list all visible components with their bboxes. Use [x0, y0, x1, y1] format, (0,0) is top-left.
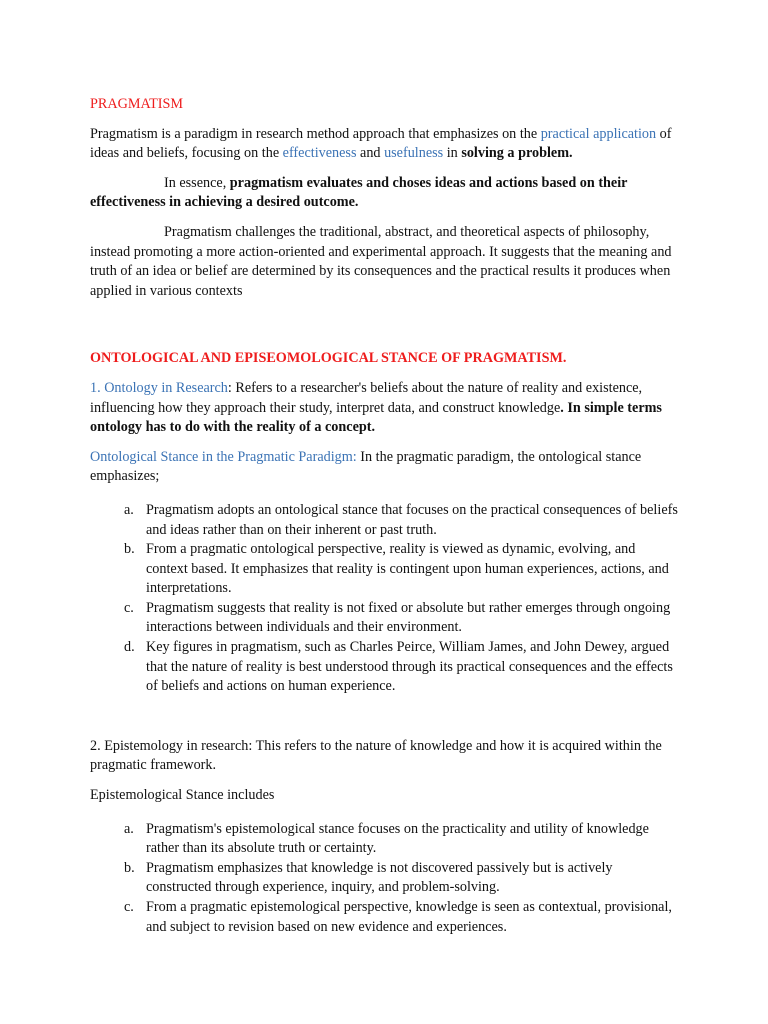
list-marker: c.	[124, 599, 134, 616]
list-marker: a.	[124, 820, 134, 837]
ontology-label: 1. Ontology in Research	[90, 379, 228, 396]
epistemological-stance-intro: Epistemological Stance includes	[90, 787, 275, 804]
in-essence-text: In essence,	[164, 174, 230, 191]
ontology-text: : Refers to a researcher's beliefs about the nature of reality and existence, influencing how they approach their study, interpret data, and construct knowledge	[90, 379, 643, 416]
list-item-text: Pragmatism emphasizes that knowledge is not discovered passively but is actively constructed through experience, inquiry, and problem-solving.	[146, 859, 613, 896]
list-item	[124, 898, 680, 937]
in-essence-paragraph	[90, 174, 680, 213]
practical-application-link: practical application	[540, 125, 657, 142]
list-item-text: From a pragmatic ontological perspective, reality is viewed as dynamic, evolving, and context based. It emphasizes that reality is contingent upon human experiences, actions, and interpretations.	[146, 541, 669, 597]
list-item-text: Pragmatism adopts an ontological stance that focuses on the practical consequences of beliefs and ideas rather than on their inherent or past truth.	[146, 501, 678, 538]
pragmatism-heading: PRAGMATISM	[90, 96, 184, 112]
list-item-text: Pragmatism suggests that reality is not fixed or absolute but rather emerges through ongoing interactions between individuals and their environment.	[146, 599, 671, 636]
definition-text-2: of ideas and beliefs, focusing on the	[90, 125, 672, 162]
stance-heading: ONTOLOGICAL AND EPISEOMOLOGICAL STANCE OF PRAGMATISM.	[90, 350, 567, 367]
list-item	[124, 540, 680, 599]
list-marker: b.	[124, 859, 135, 876]
definition-bold: solving a problem.	[461, 145, 573, 162]
list-item-text: From a pragmatic epistemological perspective, knowledge is seen as contextual, provisional, and subject to revision based on new evidence and experiences.	[146, 899, 672, 935]
list-marker: d.	[124, 639, 135, 656]
list-item	[124, 599, 680, 638]
epistemology-paragraph: 2. Epistemology in research: This refers to the nature of knowledge and how it is acquired within the pragmatic framework.	[90, 737, 662, 774]
list-item	[124, 859, 680, 898]
in-essence-bold: pragmatism evaluates and choses ideas and actions based on their effectiveness in achieving a desired outcome.	[90, 174, 628, 211]
effectiveness-link: effectiveness	[282, 145, 357, 162]
ontology-list	[90, 501, 680, 697]
definition-text-1: Pragmatism is a paradigm in research method approach that emphasizes on the	[90, 125, 541, 142]
ontological-stance-paragraph	[90, 448, 680, 487]
challenges-paragraph: Pragmatism challenges the traditional, abstract, and theoretical aspects of philosophy, instead promoting a more action-oriented and experimental approach. It suggests that the meaning and truth of an idea or belief are determined by its consequences and the practical results it produces when applied in various contexts	[90, 223, 672, 299]
list-marker: a.	[124, 501, 134, 518]
epistemology-list	[90, 820, 680, 938]
list-item-text: Pragmatism's epistemological stance focuses on the practicality and utility of knowledge rather than its absolute truth or certainty.	[146, 820, 649, 857]
ontology-paragraph	[90, 379, 680, 438]
list-marker: c.	[124, 899, 134, 915]
usefulness-link: usefulness	[384, 145, 444, 162]
list-item	[124, 501, 680, 540]
definition-text-4: in	[443, 145, 462, 162]
list-item-text: Key figures in pragmatism, such as Charles Peirce, William James, and John Dewey, argued that the nature of reality is best understood through its practical consequences and the effects of beliefs and actions on human experience.	[146, 639, 673, 695]
list-item	[124, 820, 680, 859]
ontological-stance-text: In the pragmatic paradigm, the ontological stance emphasizes;	[90, 448, 642, 485]
pragmatism-definition	[90, 125, 680, 164]
list-item	[124, 638, 680, 697]
ontological-stance-label: Ontological Stance in the Pragmatic Paradigm:	[90, 448, 357, 465]
ontology-bold: . In simple terms ontology has to do with the reality of a concept.	[90, 399, 662, 436]
list-marker: b.	[124, 541, 135, 558]
definition-text-3: and	[356, 145, 385, 162]
